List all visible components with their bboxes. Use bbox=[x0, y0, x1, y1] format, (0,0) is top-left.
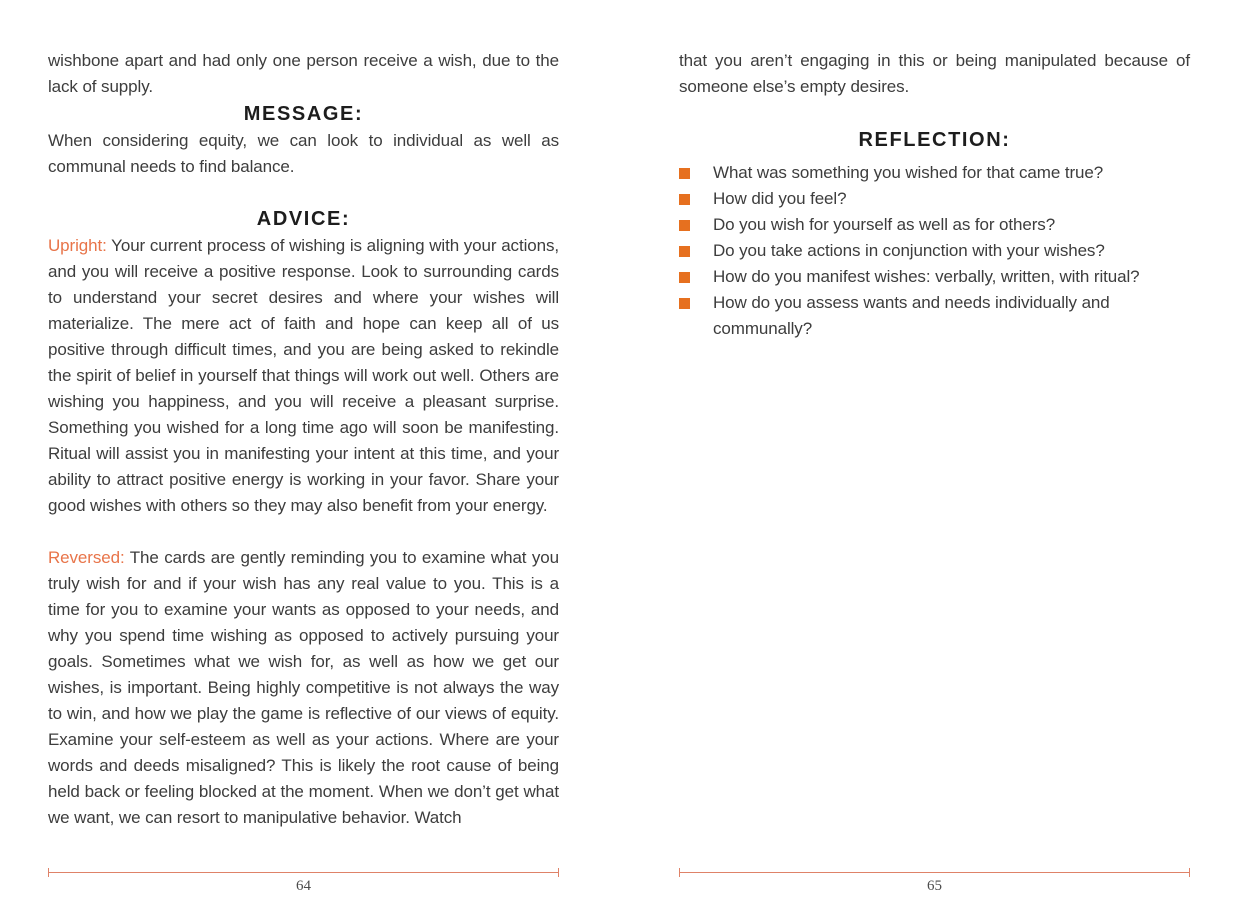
reflection-question: How do you assess wants and needs individually and communally? bbox=[713, 293, 1110, 338]
left-page-footer bbox=[48, 872, 559, 895]
footer-rule bbox=[48, 872, 559, 873]
right-page-footer bbox=[679, 872, 1190, 895]
reversed-text: The cards are gently reminding you to examine what you truly wish for and if your wish has any real value to you. This is a time for you to examine your wants as opposed to your needs, and why you spend time wishing as opposed to actively pursuing your goals. Sometimes what we wish for, as well as how we get our wishes, is important. Being highly competitive is not always the way to win, and how we play the game is reflective of our views of equity. Examine your self-esteem as well as your actions. Where are your words and deeds misaligned? This is likely the root cause of being held back or feeling blocked at the moment. When we don’t get what we want, we can resort to manipulative behavior. Watch bbox=[48, 548, 559, 827]
reflection-question: Do you take actions in conjunction with your wishes? bbox=[713, 241, 1105, 260]
list-item bbox=[679, 238, 1190, 264]
bullet-square-icon bbox=[679, 168, 690, 179]
bullet-square-icon bbox=[679, 298, 690, 309]
page-number: 65 bbox=[927, 878, 942, 894]
upright-label: Upright: bbox=[48, 236, 107, 255]
message-heading: MESSAGE: bbox=[243, 103, 364, 125]
reflection-question: Do you wish for yourself as well as for others? bbox=[713, 215, 1056, 234]
reversed-label: Reversed: bbox=[48, 548, 125, 567]
upright-text: Your current process of wishing is aligning with your actions, and you will receive a positive response. Look to surrounding cards to understand your secret desires and where your wishes will materialize. The mere act of faith and hope can keep all of us positive through difficult times, and you are being asked to rekindle the spirit of belief in yourself that things will work out well. Others are wishing you happiness, and you will receive a pleasant surprise. Something you wished for a long time ago will soon be manifesting. Ritual will assist you in manifesting your intent at this time, and your ability to attract positive energy is working in your favor. Share your good wishes with others so they may also benefit from your energy. bbox=[48, 236, 559, 515]
bullet-square-icon bbox=[679, 220, 690, 231]
left-top-paragraph: wishbone apart and had only one person receive a wish, due to the lack of supply. bbox=[48, 51, 559, 96]
advice-heading: ADVICE: bbox=[256, 208, 351, 230]
bullet-square-icon bbox=[679, 246, 690, 257]
reflection-question: How did you feel? bbox=[713, 189, 847, 208]
left-page bbox=[48, 48, 559, 919]
upright-paragraph bbox=[48, 233, 559, 519]
bullet-square-icon bbox=[679, 194, 690, 205]
right-top-paragraph: that you aren’t engaging in this or being manipulated because of someone else’s empty desires. bbox=[679, 51, 1190, 96]
list-item bbox=[679, 212, 1190, 238]
right-page bbox=[679, 48, 1190, 919]
reversed-paragraph bbox=[48, 545, 559, 831]
list-item bbox=[679, 186, 1190, 212]
bullet-square-icon bbox=[679, 272, 690, 283]
reflection-question: What was something you wished for that came true? bbox=[713, 163, 1104, 182]
footer-rule bbox=[679, 872, 1190, 873]
message-paragraph: When considering equity, we can look to individual as well as communal needs to find balance. bbox=[48, 131, 559, 176]
list-item bbox=[679, 160, 1190, 186]
reflection-list bbox=[679, 160, 1190, 342]
list-item bbox=[679, 264, 1190, 290]
page-number: 64 bbox=[296, 878, 311, 894]
reflection-heading: REFLECTION: bbox=[858, 129, 1011, 151]
reflection-question: How do you manifest wishes: verbally, written, with ritual? bbox=[713, 267, 1140, 286]
list-item bbox=[679, 290, 1190, 342]
